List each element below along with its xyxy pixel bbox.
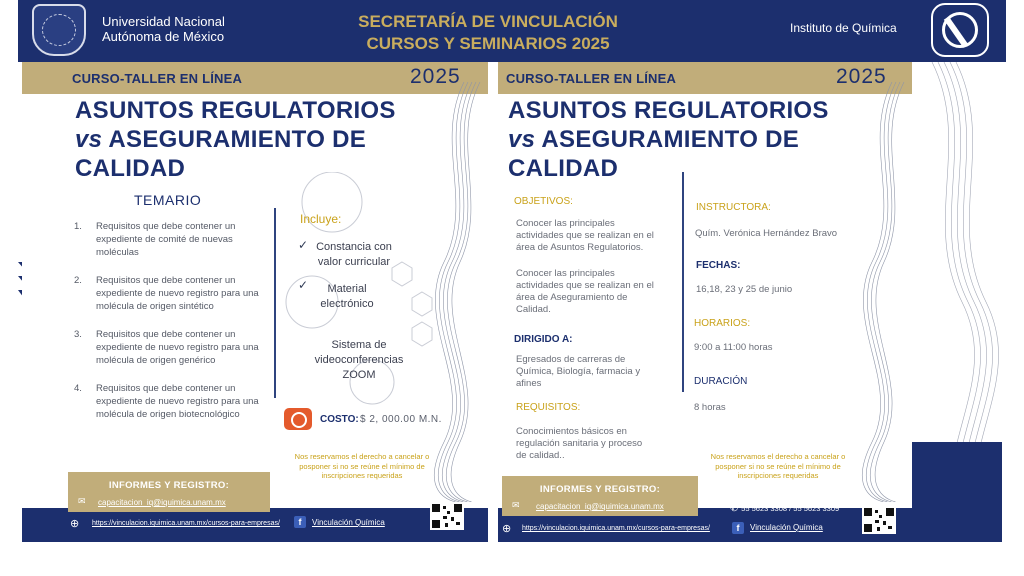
informes-box (502, 476, 698, 516)
facebook-link[interactable]: Vinculación Química (750, 523, 823, 532)
institute-name: Instituto de Química (790, 21, 897, 35)
title-line-1: ASUNTOS REGULATORIOS (508, 97, 829, 124)
title-vs: vs (508, 126, 536, 153)
temario-text: Requisitos que debe contener un expediente de nuevo registro para una molécula de origen sintético (96, 275, 259, 312)
requisitos-line-2: regulación sanitaria y proceso (516, 438, 643, 449)
incluye-item-2-line-2: electrónico (320, 298, 374, 310)
email-link[interactable]: capacitacion_iq@iquimica.unam.mx (536, 502, 664, 511)
fechas-text: 16,18, 23 y 25 de junio (696, 284, 793, 295)
temario-item (74, 328, 264, 367)
header-title-line-2: CURSOS Y SEMINARIOS 2025 (366, 34, 610, 53)
title-line-1: ASUNTOS REGULATORIOS (75, 97, 396, 124)
informes-box (68, 472, 270, 512)
money-icon (284, 408, 312, 430)
institute-logo (931, 3, 989, 57)
title-line-2: ASEGURAMIENTO DE (102, 126, 367, 153)
poster-title (75, 96, 396, 183)
objetivo-1 (516, 218, 686, 254)
objetivo-2-line-3: área de Aseguramiento de (516, 292, 628, 303)
requisitos-line-1: Conocimientos básicos en (516, 426, 627, 437)
phone-text: 55 5623 3308 / 55 5623 3309 (315, 500, 414, 509)
temario-text: Requisitos que debe contener un expediente de comité de nuevas moléculas (96, 221, 236, 258)
divider-line (682, 172, 684, 392)
temario-item (74, 220, 264, 259)
header-title (300, 11, 676, 55)
dirigido-text (516, 354, 686, 390)
course-year: 2025 (410, 65, 461, 88)
incluye-item-1 (308, 240, 400, 270)
costo-label: COSTO: (320, 414, 359, 425)
temario-number: 3. (74, 329, 82, 340)
decorative-band (912, 442, 1002, 542)
facebook-icon: f (732, 522, 744, 534)
phone-icon: ✆ (304, 499, 316, 510)
requisitos-line-3: de calidad.. (516, 450, 565, 461)
temario-item (74, 274, 264, 313)
fechas-heading: FECHAS: (696, 260, 741, 271)
disclaimer (272, 452, 452, 481)
requisitos-heading: REQUISITOS: (516, 402, 581, 413)
course-year: 2025 (836, 65, 887, 88)
disclaimer-line-3: inscripciones requeridas (737, 471, 819, 480)
objetivo-2-line-4: Calidad. (516, 304, 551, 315)
temario-heading: TEMARIO (134, 192, 202, 208)
temario-number: 4. (74, 383, 82, 394)
poster-left (22, 62, 488, 542)
disclaimer-line-3: inscripciones requeridas (321, 471, 403, 480)
incluye-item-2 (304, 282, 390, 312)
globe-icon: ⊕ (70, 518, 80, 530)
mail-icon: ✉ (78, 496, 86, 506)
check-icon: ✓ (298, 278, 309, 292)
costo-value: $ 2, 000.00 M.N. (360, 414, 442, 425)
temario-item (74, 382, 264, 421)
horarios-heading: HORARIOS: (694, 318, 751, 329)
temario-number: 2. (74, 275, 82, 286)
website-link[interactable]: https://vinculacion.iquimica.unam.mx/cursos-para-empresas/ (92, 520, 280, 527)
title-line-2: ASEGURAMIENTO DE (535, 126, 800, 153)
decorative-waves (856, 82, 912, 502)
unam-logo (32, 4, 86, 56)
qr-code (430, 502, 464, 530)
duracion-heading: DURACIÓN (694, 376, 748, 387)
dirigido-heading: DIRIGIDO A: (514, 334, 573, 345)
mail-icon: ✉ (512, 500, 520, 510)
instructora-heading: INSTRUCTORA: (696, 202, 771, 213)
incluye-item-1-line-2: valor curricular (317, 256, 391, 268)
university-name (102, 14, 252, 44)
horarios-text: 9:00 a 11:00 horas (694, 342, 773, 353)
objetivo-1-line-3: área de Asuntos Regulatorios. (516, 242, 644, 253)
phone-numbers (304, 499, 413, 510)
disclaimer (698, 452, 858, 481)
disclaimer-line-2: posponer si no se reúne el mínimo de (299, 461, 425, 471)
university-line-1: Universidad Nacional (102, 14, 225, 29)
facebook-link[interactable]: Vinculación Química (312, 518, 385, 527)
website-link[interactable]: https://vinculacion.iquimica.unam.mx/cursos-para-empresas/ (522, 525, 710, 532)
qr-code (862, 506, 896, 534)
title-line-3: CALIDAD (75, 155, 186, 182)
instructora-name: Quím. Verónica Hernández Bravo (695, 228, 838, 239)
disclaimer-line-1: Nos reservamos el derecho a cancelar o (294, 452, 430, 461)
poster-right (498, 62, 912, 542)
temario-text: Requisitos que debe contener un expediente de nuevo registro para una molécula de origen genérico (96, 329, 259, 366)
sistema-line-2: videoconferencias (314, 354, 404, 366)
email-link[interactable]: capacitacion_iq@iquimica.unam.mx (98, 498, 226, 507)
objetivo-1-line-2: actividades que se realizan en el (516, 230, 654, 241)
informes-label: INFORMES Y REGISTRO: (539, 484, 661, 495)
divider-line (274, 208, 276, 398)
dirigido-line-2: Química, Biología, farmacia y (516, 366, 641, 377)
facebook-icon: f (294, 516, 306, 528)
phone-numbers (730, 503, 839, 514)
incluye-item-2-line-1: Material (327, 283, 367, 295)
sistema-line-3: ZOOM (342, 369, 376, 381)
incluye-heading: Incluye: (300, 212, 342, 226)
objetivo-2 (516, 268, 686, 316)
title-line-3: CALIDAD (508, 155, 619, 182)
poster-title (508, 96, 829, 183)
sistema-line-1: Sistema de (331, 339, 387, 351)
disclaimer-line-2: posponer si no se reúne el mínimo de (715, 461, 841, 471)
dirigido-line-3: afines (516, 378, 542, 389)
sistema-text (304, 338, 414, 383)
temario-number: 1. (74, 221, 82, 232)
incluye-item-1-line-1: Constancia con (316, 241, 392, 253)
temario-text: Requisitos que debe contener un expediente de nuevo registro para una molécula de origen biotecnológico (96, 383, 259, 420)
objetivo-1-line-1: Conocer las principales (516, 218, 615, 229)
duracion-text: 8 horas (694, 402, 726, 413)
disclaimer-line-1: Nos reservamos el derecho a cancelar o (710, 452, 846, 461)
informes-label: INFORMES Y REGISTRO: (108, 480, 230, 491)
objetivo-2-line-2: actividades que se realizan en el (516, 280, 654, 291)
dirigido-line-1: Egresados de carreras de (516, 354, 626, 365)
globe-icon: ⊕ (502, 523, 512, 535)
university-line-2: Autónoma de México (102, 29, 225, 44)
title-vs: vs (75, 126, 103, 153)
requisitos-text (516, 426, 686, 462)
phone-icon: ✆ (730, 503, 742, 514)
phone-text: 55 5623 3308 / 55 5623 3309 (741, 504, 840, 513)
header-title-line-1: SECRETARÍA DE VINCULACIÓN (358, 12, 618, 31)
check-icon: ✓ (298, 238, 309, 252)
objetivo-2-line-1: Conocer las principales (516, 268, 615, 279)
course-type: CURSO-TALLER EN LÍNEA (506, 71, 677, 86)
objetivos-heading: OBJETIVOS: (514, 196, 573, 207)
course-type: CURSO-TALLER EN LÍNEA (72, 71, 243, 86)
